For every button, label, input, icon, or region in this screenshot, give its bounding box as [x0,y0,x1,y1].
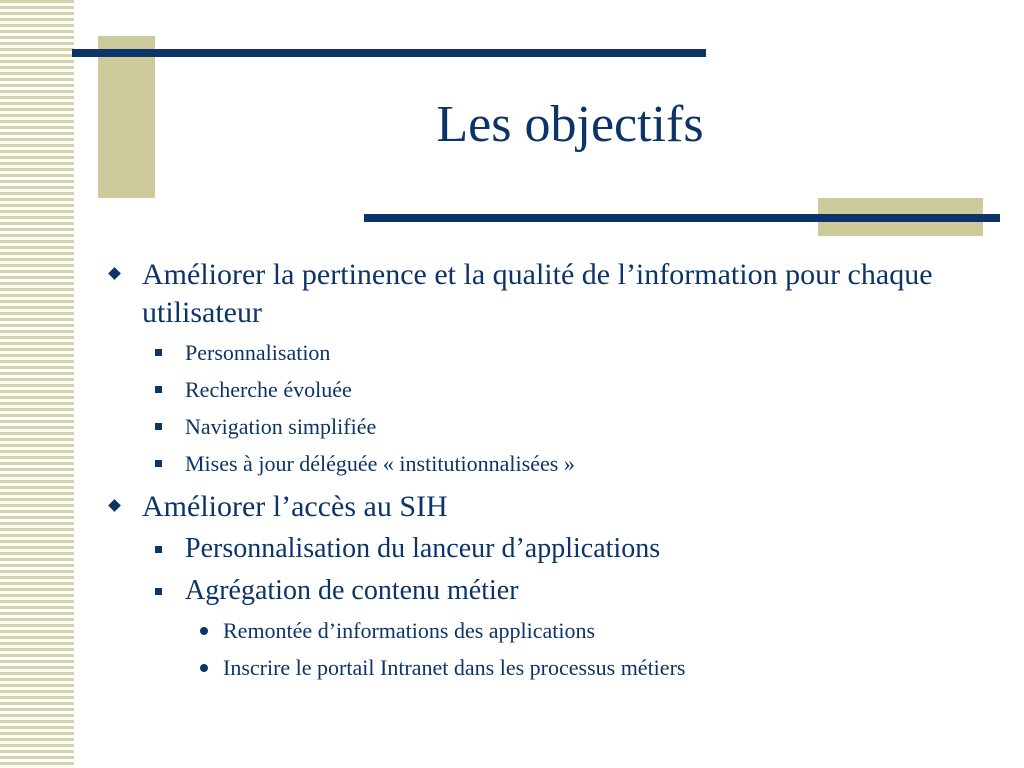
bullet-item-level1 [100,488,980,526]
tan-accent-block-left [98,36,155,198]
bullet-text: Agrégation de contenu métier [185,575,519,606]
navy-bar-top [72,49,706,57]
bullet-item-level3 [100,653,980,682]
square-bullet-icon [155,588,162,595]
bullet-text: Inscrire le portail Intranet dans les processus métiers [223,655,686,680]
bullet-item-level2 [100,412,980,441]
slide-body [100,256,980,690]
navy-bar-bottom [364,214,1000,222]
bullet-text: Remontée d’informations des applications [223,618,596,643]
circle-bullet-icon [200,627,208,635]
bullet-item-level2 [100,375,980,404]
bullet-item-level2 [100,449,980,478]
square-bullet-icon [155,423,162,430]
bullet-text: Personnalisation [185,340,331,365]
square-bullet-icon [155,386,162,393]
diamond-bullet-icon [108,267,121,280]
striped-side-band [0,0,74,768]
bullet-text: Améliorer l’accès au SIH [142,490,448,523]
bullet-item-level2 [100,574,980,608]
bullet-item-level3 [100,616,980,645]
slide-title: Les objectifs [436,96,704,153]
diamond-bullet-icon [108,499,121,512]
bullet-text: Personnalisation du lanceur d’applications [185,533,661,564]
bullet-text: Mises à jour déléguée « institutionnalisées » [185,451,575,476]
square-bullet-icon [155,349,162,356]
bullet-item-level2 [100,338,980,367]
circle-bullet-icon [200,664,208,672]
bullet-text: Recherche évoluée [185,377,352,402]
square-bullet-icon [155,546,162,553]
bullet-item-level1 [100,256,980,332]
bullet-text: Améliorer la pertinence et la qualité de l’information pour chaque utilisateur [142,258,933,329]
bullet-text: Navigation simplifiée [185,414,377,439]
bullet-item-level2 [100,532,980,566]
square-bullet-icon [155,460,162,467]
